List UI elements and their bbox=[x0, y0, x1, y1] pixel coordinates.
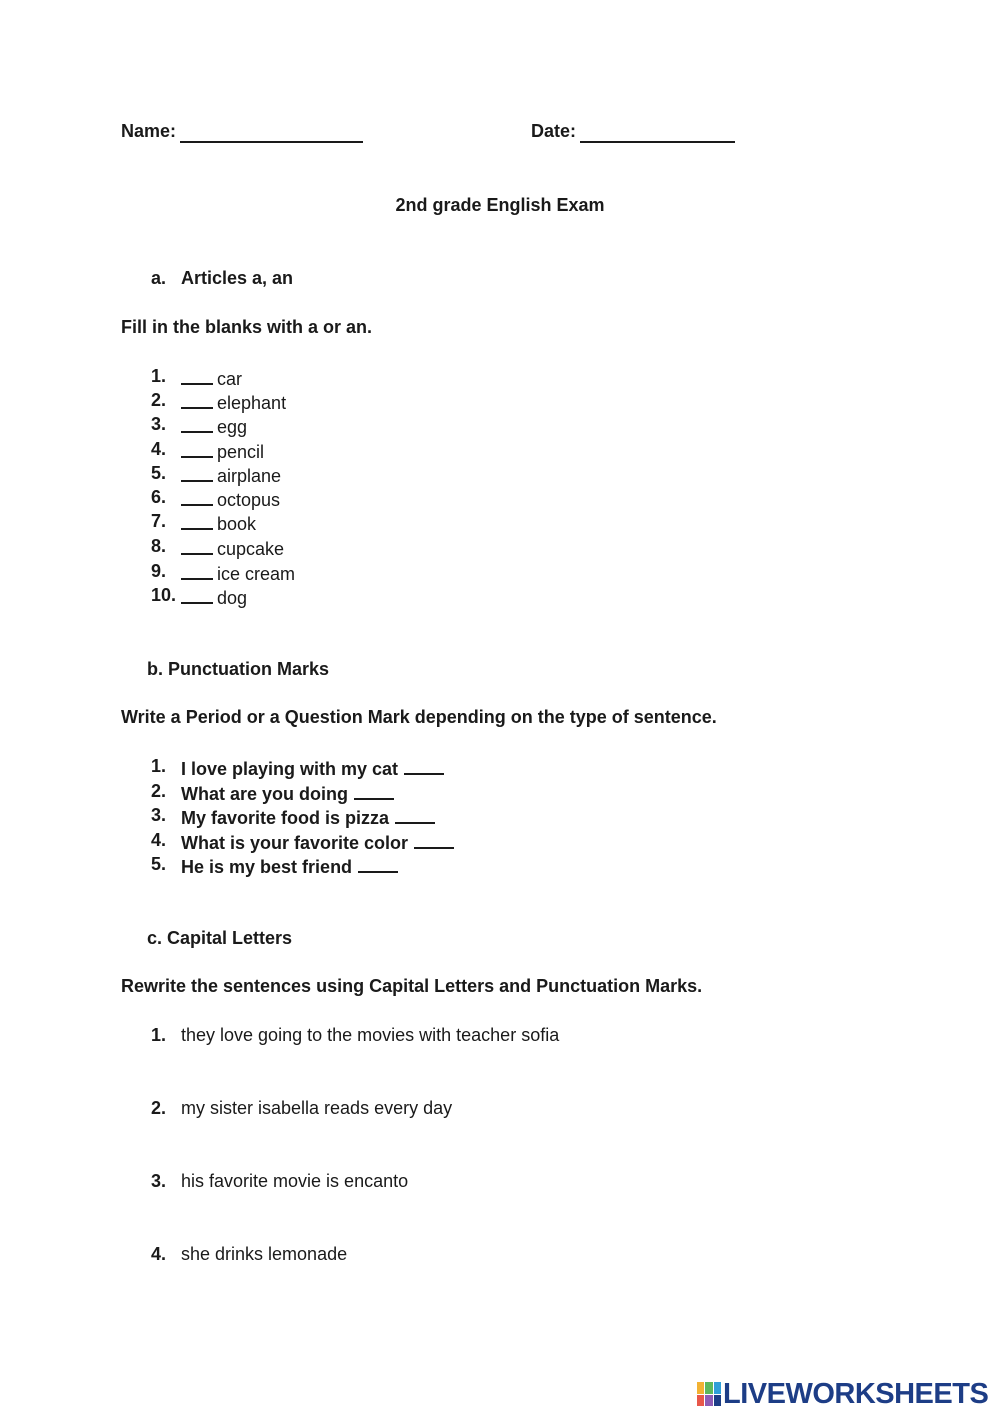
answer-blank[interactable] bbox=[181, 462, 213, 482]
item-number: 5. bbox=[151, 463, 167, 483]
item-number: 1. bbox=[151, 366, 167, 386]
item-number: 2. bbox=[151, 1098, 167, 1118]
answer-blank[interactable] bbox=[181, 365, 213, 385]
name-label: Name: bbox=[121, 121, 177, 141]
item-number: 3. bbox=[151, 1171, 167, 1191]
item-word: ice cream bbox=[217, 564, 296, 584]
section-c-heading: c. Capital Letters bbox=[147, 928, 293, 948]
section-b-instruction: Write a Period or a Question Mark depending on the type of sentence. bbox=[121, 707, 717, 727]
item-number: 4. bbox=[151, 1244, 167, 1264]
answer-blank[interactable] bbox=[395, 804, 435, 824]
answer-blank[interactable] bbox=[181, 510, 213, 530]
answer-blank[interactable] bbox=[414, 829, 454, 849]
item-word: egg bbox=[217, 417, 248, 437]
date-field bbox=[531, 120, 735, 143]
answer-blank[interactable] bbox=[181, 389, 213, 409]
answer-blank[interactable] bbox=[181, 413, 213, 433]
logo-mark-icon bbox=[697, 1382, 721, 1406]
section-c-instruction: Rewrite the sentences using Capital Letters and Punctuation Marks. bbox=[121, 976, 703, 996]
answer-blank[interactable] bbox=[404, 755, 444, 775]
item-number: 2. bbox=[151, 390, 167, 410]
item-sentence: my sister isabella reads every day bbox=[181, 1098, 453, 1118]
item-word: airplane bbox=[217, 466, 282, 486]
item-number: 4. bbox=[151, 439, 167, 459]
date-input[interactable] bbox=[580, 121, 735, 143]
item-number: 1. bbox=[151, 756, 167, 776]
item-word: octopus bbox=[217, 490, 281, 510]
item-word: cupcake bbox=[217, 539, 285, 559]
item-number: 4. bbox=[151, 830, 167, 850]
page-title: 2nd grade English Exam bbox=[395, 195, 605, 215]
section-a-heading: Articles a, an bbox=[181, 268, 294, 288]
item-number: 2. bbox=[151, 781, 167, 801]
item-sentence: He is my best friend bbox=[181, 857, 353, 877]
item-sentence: she drinks lemonade bbox=[181, 1244, 348, 1264]
item-number: 1. bbox=[151, 1025, 167, 1045]
item-number: 10. bbox=[151, 585, 177, 605]
item-word: pencil bbox=[217, 442, 265, 462]
answer-blank[interactable] bbox=[181, 535, 213, 555]
item-number: 3. bbox=[151, 805, 167, 825]
item-number: 3. bbox=[151, 414, 167, 434]
liveworksheets-logo bbox=[697, 1379, 988, 1409]
item-word: dog bbox=[217, 588, 248, 608]
answer-blank[interactable] bbox=[181, 438, 213, 458]
item-number: 9. bbox=[151, 561, 167, 581]
item-number: 8. bbox=[151, 536, 167, 556]
answer-blank[interactable] bbox=[181, 584, 213, 604]
section-b-heading: b. Punctuation Marks bbox=[147, 659, 330, 679]
logo-text: LIVEWORKSHEETS bbox=[723, 1377, 989, 1410]
name-field bbox=[121, 120, 363, 143]
item-number: 6. bbox=[151, 487, 167, 507]
item-sentence: What is your favorite color bbox=[181, 833, 409, 853]
item-sentence: My favorite food is pizza bbox=[181, 808, 390, 828]
section-a-instruction: Fill in the blanks with a or an. bbox=[121, 317, 373, 337]
date-label: Date: bbox=[531, 121, 577, 141]
name-input[interactable] bbox=[180, 121, 363, 143]
item-number: 7. bbox=[151, 511, 167, 531]
answer-blank[interactable] bbox=[181, 560, 213, 580]
section-a-marker: a. bbox=[151, 268, 167, 288]
item-sentence: What are you doing bbox=[181, 784, 349, 804]
item-sentence: they love going to the movies with teacher sofia bbox=[181, 1025, 560, 1045]
item-sentence: his favorite movie is encanto bbox=[181, 1171, 409, 1191]
answer-blank[interactable] bbox=[181, 486, 213, 506]
item-word: car bbox=[217, 369, 243, 389]
item-word: book bbox=[217, 514, 257, 534]
item-word: elephant bbox=[217, 393, 287, 413]
item-sentence: I love playing with my cat bbox=[181, 759, 399, 779]
answer-blank[interactable] bbox=[358, 853, 398, 873]
answer-blank[interactable] bbox=[354, 780, 394, 800]
item-number: 5. bbox=[151, 854, 167, 874]
